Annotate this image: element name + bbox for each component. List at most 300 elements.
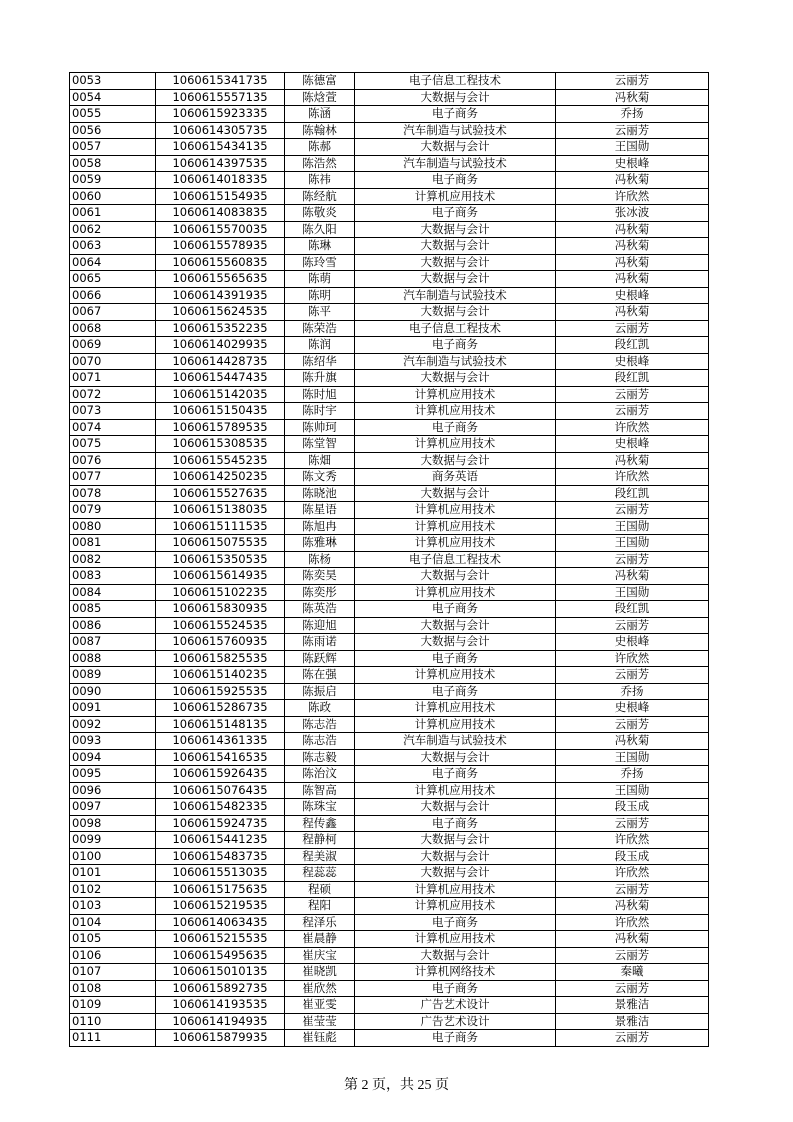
cell-seq: 0094 xyxy=(70,749,156,766)
table-row xyxy=(70,881,709,898)
cell-name: 陈润 xyxy=(285,337,355,354)
cell-name: 陈德富 xyxy=(285,73,355,90)
cell-name: 崔欣然 xyxy=(285,980,355,997)
cell-major: 计算机应用技术 xyxy=(355,584,556,601)
cell-exam-id: 1060615341735 xyxy=(156,73,285,90)
cell-exam-id: 1060614391935 xyxy=(156,287,285,304)
cell-name: 陈浩然 xyxy=(285,155,355,172)
cell-seq: 0093 xyxy=(70,733,156,750)
cell-exam-id: 1060615416535 xyxy=(156,749,285,766)
table-row xyxy=(70,452,709,469)
cell-teacher: 云丽芳 xyxy=(556,1030,709,1047)
cell-name: 陈平 xyxy=(285,304,355,321)
cell-name: 陈萌 xyxy=(285,271,355,288)
cell-exam-id: 1060615482335 xyxy=(156,799,285,816)
cell-seq: 0058 xyxy=(70,155,156,172)
table-row xyxy=(70,1013,709,1030)
cell-teacher: 冯秋菊 xyxy=(556,172,709,189)
cell-name: 陈久阳 xyxy=(285,221,355,238)
cell-name: 程泽乐 xyxy=(285,914,355,931)
cell-teacher: 冯秋菊 xyxy=(556,238,709,255)
table-row xyxy=(70,700,709,717)
table-row xyxy=(70,749,709,766)
cell-major: 广告艺术设计 xyxy=(355,1013,556,1030)
cell-name: 程蕊蕊 xyxy=(285,865,355,882)
cell-teacher: 史根峰 xyxy=(556,634,709,651)
table-row xyxy=(70,89,709,106)
cell-exam-id: 1060615286735 xyxy=(156,700,285,717)
table-row xyxy=(70,502,709,519)
cell-teacher: 许欣然 xyxy=(556,865,709,882)
cell-exam-id: 1060615148135 xyxy=(156,716,285,733)
cell-exam-id: 1060615447435 xyxy=(156,370,285,387)
cell-exam-id: 1060615150435 xyxy=(156,403,285,420)
cell-teacher: 冯秋菊 xyxy=(556,271,709,288)
cell-major: 电子商务 xyxy=(355,419,556,436)
cell-major: 大数据与会计 xyxy=(355,221,556,238)
cell-major: 计算机应用技术 xyxy=(355,518,556,535)
cell-exam-id: 1060615495635 xyxy=(156,947,285,964)
cell-exam-id: 1060615925535 xyxy=(156,683,285,700)
cell-teacher: 云丽芳 xyxy=(556,386,709,403)
cell-seq: 0056 xyxy=(70,122,156,139)
cell-seq: 0070 xyxy=(70,353,156,370)
cell-teacher: 乔扬 xyxy=(556,683,709,700)
cell-name: 程静柯 xyxy=(285,832,355,849)
cell-teacher: 史根峰 xyxy=(556,287,709,304)
cell-seq: 0053 xyxy=(70,73,156,90)
cell-seq: 0079 xyxy=(70,502,156,519)
cell-teacher: 景雅洁 xyxy=(556,1013,709,1030)
cell-seq: 0090 xyxy=(70,683,156,700)
table-row xyxy=(70,535,709,552)
table-row xyxy=(70,403,709,420)
cell-name: 陈跃辉 xyxy=(285,650,355,667)
cell-name: 陈迎旭 xyxy=(285,617,355,634)
table-row xyxy=(70,865,709,882)
cell-name: 陈杨 xyxy=(285,551,355,568)
cell-exam-id: 1060614029935 xyxy=(156,337,285,354)
cell-name: 陈雅琳 xyxy=(285,535,355,552)
cell-major: 汽车制造与试验技术 xyxy=(355,122,556,139)
table-row xyxy=(70,733,709,750)
cell-exam-id: 1060614428735 xyxy=(156,353,285,370)
cell-name: 陈在强 xyxy=(285,667,355,684)
cell-teacher: 云丽芳 xyxy=(556,73,709,90)
cell-exam-id: 1060615614935 xyxy=(156,568,285,585)
cell-major: 电子信息工程技术 xyxy=(355,320,556,337)
cell-major: 计算机应用技术 xyxy=(355,188,556,205)
cell-seq: 0077 xyxy=(70,469,156,486)
cell-seq: 0088 xyxy=(70,650,156,667)
cell-seq: 0087 xyxy=(70,634,156,651)
cell-teacher: 段红凯 xyxy=(556,337,709,354)
cell-seq: 0081 xyxy=(70,535,156,552)
cell-seq: 0108 xyxy=(70,980,156,997)
cell-seq: 0069 xyxy=(70,337,156,354)
cell-exam-id: 1060615075535 xyxy=(156,535,285,552)
cell-seq: 0091 xyxy=(70,700,156,717)
cell-teacher: 云丽芳 xyxy=(556,551,709,568)
cell-exam-id: 1060614063435 xyxy=(156,914,285,931)
cell-major: 大数据与会计 xyxy=(355,568,556,585)
cell-teacher: 云丽芳 xyxy=(556,502,709,519)
cell-exam-id: 1060615624535 xyxy=(156,304,285,321)
cell-teacher: 许欣然 xyxy=(556,469,709,486)
cell-exam-id: 1060614397535 xyxy=(156,155,285,172)
cell-exam-id: 1060615789535 xyxy=(156,419,285,436)
cell-seq: 0096 xyxy=(70,782,156,799)
table-row xyxy=(70,617,709,634)
cell-name: 陈涵 xyxy=(285,106,355,123)
cell-major: 电子商务 xyxy=(355,650,556,667)
table-row xyxy=(70,485,709,502)
cell-major: 广告艺术设计 xyxy=(355,997,556,1014)
cell-teacher: 云丽芳 xyxy=(556,947,709,964)
cell-teacher: 冯秋菊 xyxy=(556,931,709,948)
cell-teacher: 冯秋菊 xyxy=(556,304,709,321)
cell-teacher: 冯秋菊 xyxy=(556,89,709,106)
cell-name: 陈畑 xyxy=(285,452,355,469)
cell-major: 电子商务 xyxy=(355,1030,556,1047)
table-row xyxy=(70,122,709,139)
cell-exam-id: 1060615308535 xyxy=(156,436,285,453)
table-row xyxy=(70,914,709,931)
cell-teacher: 史根峰 xyxy=(556,700,709,717)
cell-teacher: 景雅洁 xyxy=(556,997,709,1014)
cell-seq: 0106 xyxy=(70,947,156,964)
cell-teacher: 云丽芳 xyxy=(556,320,709,337)
cell-exam-id: 1060615142035 xyxy=(156,386,285,403)
cell-teacher: 王国勋 xyxy=(556,782,709,799)
cell-major: 大数据与会计 xyxy=(355,848,556,865)
cell-seq: 0067 xyxy=(70,304,156,321)
cell-name: 陈智高 xyxy=(285,782,355,799)
cell-name: 陈堂智 xyxy=(285,436,355,453)
cell-major: 电子商务 xyxy=(355,766,556,783)
table-row xyxy=(70,848,709,865)
cell-seq: 0103 xyxy=(70,898,156,915)
cell-teacher: 冯秋菊 xyxy=(556,898,709,915)
cell-name: 陈志毅 xyxy=(285,749,355,766)
cell-exam-id: 1060615760935 xyxy=(156,634,285,651)
cell-exam-id: 1060615926435 xyxy=(156,766,285,783)
cell-exam-id: 1060615350535 xyxy=(156,551,285,568)
cell-major: 电子商务 xyxy=(355,172,556,189)
cell-major: 电子信息工程技术 xyxy=(355,73,556,90)
cell-name: 陈晓池 xyxy=(285,485,355,502)
cell-teacher: 段红凯 xyxy=(556,370,709,387)
cell-exam-id: 1060614250235 xyxy=(156,469,285,486)
cell-name: 陈志浩 xyxy=(285,733,355,750)
cell-major: 大数据与会计 xyxy=(355,799,556,816)
cell-major: 计算机应用技术 xyxy=(355,403,556,420)
cell-seq: 0086 xyxy=(70,617,156,634)
cell-exam-id: 1060615215535 xyxy=(156,931,285,948)
table-row xyxy=(70,139,709,156)
cell-major: 大数据与会计 xyxy=(355,749,556,766)
cell-major: 电子商务 xyxy=(355,914,556,931)
cell-name: 崔庆宝 xyxy=(285,947,355,964)
cell-major: 计算机应用技术 xyxy=(355,436,556,453)
cell-seq: 0109 xyxy=(70,997,156,1014)
table-row xyxy=(70,584,709,601)
cell-teacher: 史根峰 xyxy=(556,436,709,453)
cell-major: 大数据与会计 xyxy=(355,89,556,106)
cell-teacher: 云丽芳 xyxy=(556,667,709,684)
cell-teacher: 冯秋菊 xyxy=(556,733,709,750)
cell-seq: 0097 xyxy=(70,799,156,816)
cell-teacher: 冯秋菊 xyxy=(556,221,709,238)
cell-teacher: 段红凯 xyxy=(556,601,709,618)
table-row xyxy=(70,370,709,387)
cell-major: 大数据与会计 xyxy=(355,865,556,882)
table-row xyxy=(70,815,709,832)
cell-name: 陈琳 xyxy=(285,238,355,255)
cell-exam-id: 1060614305735 xyxy=(156,122,285,139)
cell-teacher: 云丽芳 xyxy=(556,122,709,139)
cell-exam-id: 1060615513035 xyxy=(156,865,285,882)
cell-seq: 0102 xyxy=(70,881,156,898)
cell-seq: 0059 xyxy=(70,172,156,189)
table-row xyxy=(70,518,709,535)
cell-exam-id: 1060615076435 xyxy=(156,782,285,799)
cell-major: 电子商务 xyxy=(355,337,556,354)
cell-major: 大数据与会计 xyxy=(355,617,556,634)
cell-major: 计算机应用技术 xyxy=(355,931,556,948)
table-row xyxy=(70,551,709,568)
cell-name: 程美淑 xyxy=(285,848,355,865)
cell-teacher: 云丽芳 xyxy=(556,980,709,997)
cell-exam-id: 1060615524535 xyxy=(156,617,285,634)
table-row xyxy=(70,947,709,964)
cell-name: 陈经航 xyxy=(285,188,355,205)
table-row xyxy=(70,254,709,271)
cell-exam-id: 1060615923335 xyxy=(156,106,285,123)
cell-teacher: 王国勋 xyxy=(556,518,709,535)
cell-teacher: 云丽芳 xyxy=(556,815,709,832)
cell-name: 陈政 xyxy=(285,700,355,717)
cell-teacher: 许欣然 xyxy=(556,650,709,667)
cell-teacher: 史根峰 xyxy=(556,155,709,172)
cell-exam-id: 1060615434135 xyxy=(156,139,285,156)
cell-name: 陈振启 xyxy=(285,683,355,700)
cell-teacher: 冯秋菊 xyxy=(556,452,709,469)
cell-seq: 0100 xyxy=(70,848,156,865)
cell-teacher: 乔扬 xyxy=(556,766,709,783)
cell-major: 计算机应用技术 xyxy=(355,898,556,915)
cell-seq: 0065 xyxy=(70,271,156,288)
cell-major: 大数据与会计 xyxy=(355,139,556,156)
cell-exam-id: 1060615010135 xyxy=(156,964,285,981)
cell-major: 商务英语 xyxy=(355,469,556,486)
cell-exam-id: 1060615892735 xyxy=(156,980,285,997)
cell-name: 陈祎 xyxy=(285,172,355,189)
cell-seq: 0055 xyxy=(70,106,156,123)
cell-major: 电子商务 xyxy=(355,815,556,832)
cell-name: 陈升旗 xyxy=(285,370,355,387)
cell-name: 陈玲雪 xyxy=(285,254,355,271)
cell-seq: 0107 xyxy=(70,964,156,981)
cell-exam-id: 1060615879935 xyxy=(156,1030,285,1047)
cell-major: 汽车制造与试验技术 xyxy=(355,353,556,370)
cell-exam-id: 1060614361335 xyxy=(156,733,285,750)
cell-exam-id: 1060615924735 xyxy=(156,815,285,832)
cell-seq: 0054 xyxy=(70,89,156,106)
cell-teacher: 段红凯 xyxy=(556,485,709,502)
cell-name: 陈旭冉 xyxy=(285,518,355,535)
cell-name: 陈明 xyxy=(285,287,355,304)
cell-name: 陈时宇 xyxy=(285,403,355,420)
cell-name: 程传鑫 xyxy=(285,815,355,832)
table-row xyxy=(70,1030,709,1047)
cell-seq: 0092 xyxy=(70,716,156,733)
cell-major: 计算机应用技术 xyxy=(355,535,556,552)
cell-teacher: 张冰波 xyxy=(556,205,709,222)
cell-exam-id: 1060615102235 xyxy=(156,584,285,601)
cell-exam-id: 1060615352235 xyxy=(156,320,285,337)
table-row xyxy=(70,634,709,651)
cell-seq: 0082 xyxy=(70,551,156,568)
table-row xyxy=(70,271,709,288)
cell-name: 崔莹莹 xyxy=(285,1013,355,1030)
cell-seq: 0072 xyxy=(70,386,156,403)
table-row xyxy=(70,782,709,799)
cell-major: 计算机应用技术 xyxy=(355,386,556,403)
cell-seq: 0083 xyxy=(70,568,156,585)
cell-major: 电子信息工程技术 xyxy=(355,551,556,568)
cell-major: 汽车制造与试验技术 xyxy=(355,733,556,750)
cell-teacher: 王国勋 xyxy=(556,749,709,766)
cell-major: 大数据与会计 xyxy=(355,832,556,849)
cell-name: 陈时旭 xyxy=(285,386,355,403)
cell-major: 大数据与会计 xyxy=(355,271,556,288)
cell-name: 陈荣浩 xyxy=(285,320,355,337)
cell-exam-id: 1060615560835 xyxy=(156,254,285,271)
cell-seq: 0060 xyxy=(70,188,156,205)
cell-major: 计算机应用技术 xyxy=(355,502,556,519)
cell-name: 程阳 xyxy=(285,898,355,915)
cell-exam-id: 1060615140235 xyxy=(156,667,285,684)
cell-seq: 0105 xyxy=(70,931,156,948)
cell-seq: 0071 xyxy=(70,370,156,387)
cell-exam-id: 1060615527635 xyxy=(156,485,285,502)
table-row xyxy=(70,287,709,304)
table-row xyxy=(70,964,709,981)
table-row xyxy=(70,238,709,255)
cell-exam-id: 1060615557135 xyxy=(156,89,285,106)
cell-major: 电子商务 xyxy=(355,601,556,618)
cell-name: 程硕 xyxy=(285,881,355,898)
table-row xyxy=(70,205,709,222)
cell-teacher: 段玉成 xyxy=(556,799,709,816)
cell-seq: 0068 xyxy=(70,320,156,337)
cell-name: 陈志浩 xyxy=(285,716,355,733)
cell-exam-id: 1060615578935 xyxy=(156,238,285,255)
table-row xyxy=(70,172,709,189)
cell-name: 崔晨静 xyxy=(285,931,355,948)
table-row xyxy=(70,155,709,172)
cell-exam-id: 1060615545235 xyxy=(156,452,285,469)
cell-exam-id: 1060615825535 xyxy=(156,650,285,667)
cell-seq: 0076 xyxy=(70,452,156,469)
table-row xyxy=(70,320,709,337)
cell-name: 陈治汶 xyxy=(285,766,355,783)
cell-teacher: 史根峰 xyxy=(556,353,709,370)
cell-exam-id: 1060614193535 xyxy=(156,997,285,1014)
cell-seq: 0089 xyxy=(70,667,156,684)
table-row xyxy=(70,716,709,733)
cell-major: 大数据与会计 xyxy=(355,947,556,964)
cell-exam-id: 1060615175635 xyxy=(156,881,285,898)
table-row xyxy=(70,601,709,618)
cell-major: 电子商务 xyxy=(355,980,556,997)
table-row xyxy=(70,221,709,238)
table-row xyxy=(70,304,709,321)
cell-major: 大数据与会计 xyxy=(355,254,556,271)
cell-exam-id: 1060615154935 xyxy=(156,188,285,205)
cell-seq: 0111 xyxy=(70,1030,156,1047)
table-row xyxy=(70,419,709,436)
table-row xyxy=(70,106,709,123)
cell-exam-id: 1060614018335 xyxy=(156,172,285,189)
cell-major: 电子商务 xyxy=(355,106,556,123)
cell-major: 大数据与会计 xyxy=(355,370,556,387)
cell-teacher: 许欣然 xyxy=(556,188,709,205)
cell-exam-id: 1060615219535 xyxy=(156,898,285,915)
cell-seq: 0062 xyxy=(70,221,156,238)
cell-name: 陈敬炎 xyxy=(285,205,355,222)
cell-major: 计算机网络技术 xyxy=(355,964,556,981)
cell-major: 计算机应用技术 xyxy=(355,700,556,717)
cell-exam-id: 1060615830935 xyxy=(156,601,285,618)
cell-exam-id: 1060615570035 xyxy=(156,221,285,238)
cell-teacher: 乔扬 xyxy=(556,106,709,123)
roster-body xyxy=(70,73,709,1047)
cell-major: 电子商务 xyxy=(355,683,556,700)
cell-name: 陈英浩 xyxy=(285,601,355,618)
cell-name: 陈翰林 xyxy=(285,122,355,139)
cell-teacher: 许欣然 xyxy=(556,914,709,931)
cell-teacher: 冯秋菊 xyxy=(556,568,709,585)
cell-seq: 0061 xyxy=(70,205,156,222)
cell-seq: 0098 xyxy=(70,815,156,832)
cell-teacher: 冯秋菊 xyxy=(556,254,709,271)
cell-name: 陈星语 xyxy=(285,502,355,519)
cell-teacher: 王国勋 xyxy=(556,139,709,156)
cell-seq: 0057 xyxy=(70,139,156,156)
cell-seq: 0099 xyxy=(70,832,156,849)
cell-name: 陈奕昊 xyxy=(285,568,355,585)
roster-table xyxy=(69,72,709,1047)
cell-exam-id: 1060614083835 xyxy=(156,205,285,222)
cell-seq: 0073 xyxy=(70,403,156,420)
table-row xyxy=(70,386,709,403)
cell-exam-id: 1060615138035 xyxy=(156,502,285,519)
cell-major: 汽车制造与试验技术 xyxy=(355,155,556,172)
cell-seq: 0080 xyxy=(70,518,156,535)
table-row xyxy=(70,337,709,354)
cell-teacher: 段玉成 xyxy=(556,848,709,865)
cell-major: 大数据与会计 xyxy=(355,485,556,502)
cell-name: 陈珠宝 xyxy=(285,799,355,816)
cell-major: 电子商务 xyxy=(355,205,556,222)
table-row xyxy=(70,683,709,700)
cell-exam-id: 1060615483735 xyxy=(156,848,285,865)
cell-seq: 0084 xyxy=(70,584,156,601)
cell-seq: 0075 xyxy=(70,436,156,453)
page-footer: 第 2 页，共 25 页 xyxy=(344,1078,449,1093)
